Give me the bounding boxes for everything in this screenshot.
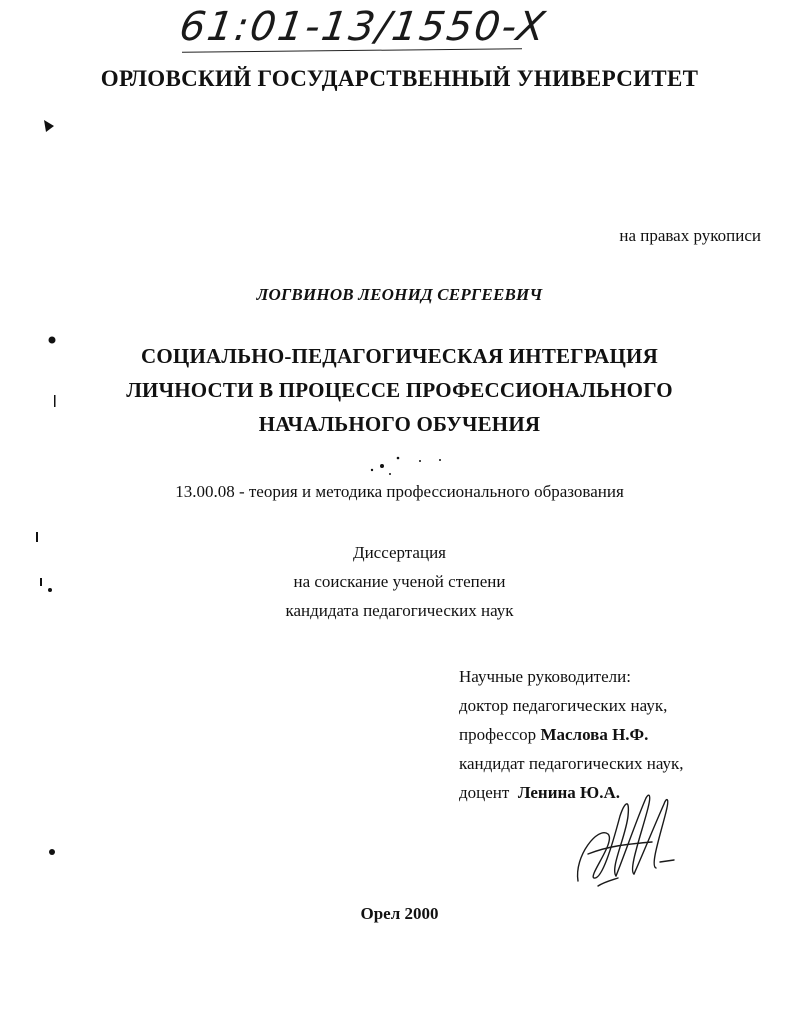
manuscript-note: на правах рукописи bbox=[619, 226, 761, 245]
supervisor-1-name: Маслова Н.Ф. bbox=[540, 725, 649, 744]
university-name: ОРЛОВСКИЙ ГОСУДАРСТВЕННЫЙ УНИВЕРСИТЕТ bbox=[100, 66, 699, 91]
thesis-title-line-2: ЛИЧНОСТИ В ПРОЦЕССЕ ПРОФЕССИОНАЛЬНОГО bbox=[126, 378, 673, 402]
supervisor-2-degree: кандидат педагогических наук, bbox=[459, 754, 684, 773]
thesis-degree: кандидата педагогических наук bbox=[285, 601, 514, 620]
place-and-year: Орел 2000 bbox=[360, 904, 439, 923]
specialty-code: 13.00.08 - теория и методика профессионального образования bbox=[175, 482, 624, 501]
supervisor-1-rank: профессор bbox=[459, 725, 537, 744]
archive-code: 61:01-13/1550-X bbox=[176, 4, 550, 50]
thesis-title-line-3: НАЧАЛЬНОГО ОБУЧЕНИЯ bbox=[258, 412, 541, 436]
thesis-type: Диссертация bbox=[352, 543, 446, 562]
author-name: ЛОГВИНОВ ЛЕОНИД СЕРГЕЕВИЧ bbox=[256, 285, 543, 304]
thesis-title-line-1: СОЦИАЛЬНО-ПЕДАГОГИЧЕСКАЯ ИНТЕГРАЦИЯ bbox=[141, 344, 658, 368]
supervisor-2-name: Ленина Ю.А. bbox=[517, 783, 620, 802]
supervisor-1-degree: доктор педагогических наук, bbox=[459, 696, 668, 715]
supervisors-heading: Научные руководители: bbox=[459, 667, 631, 686]
supervisor-2-rank: доцент bbox=[459, 783, 510, 802]
thesis-purpose: на соискание ученой степени bbox=[293, 572, 506, 591]
